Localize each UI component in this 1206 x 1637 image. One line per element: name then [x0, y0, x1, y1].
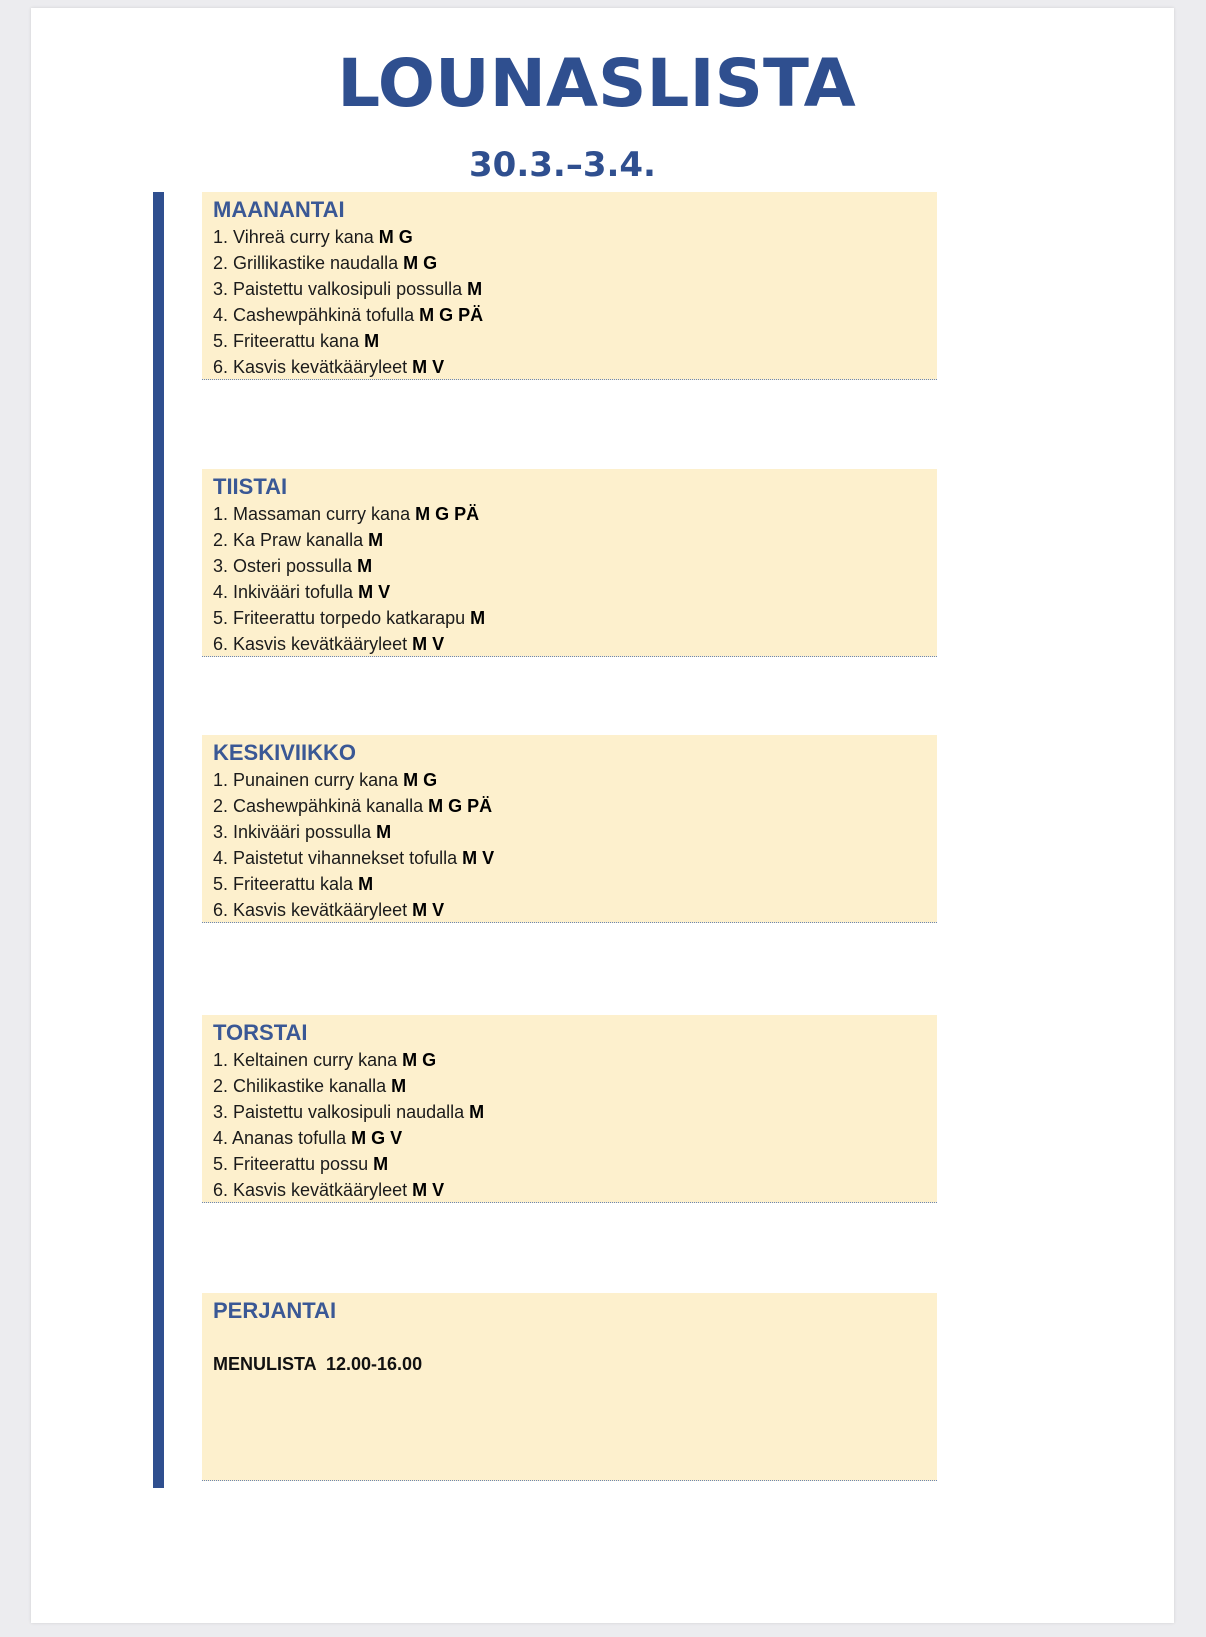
diet-tags: M V: [412, 634, 445, 654]
menu-item: [213, 1151, 937, 1177]
timeline-bar: [153, 192, 164, 1488]
menu-item: [213, 328, 937, 354]
dish-name: 5. Friteerattu kana: [213, 331, 360, 351]
friday-menu-hours: MENULISTA 12.00-16.00: [213, 1354, 423, 1374]
menu-item: [213, 553, 937, 579]
day-title: TIISTAI: [213, 474, 288, 499]
menu-item: [213, 845, 937, 871]
diet-tags: M V: [412, 357, 445, 377]
diet-tags: M G: [403, 770, 438, 790]
diet-tags: M V: [412, 900, 445, 920]
dish-name: 6. Kasvis kevätkääryleet: [213, 900, 408, 920]
menu-item: [213, 579, 937, 605]
menu-item: [213, 819, 937, 845]
menu-item: [213, 871, 937, 897]
menu-item: [213, 1099, 937, 1125]
diet-tags: M G PÄ: [428, 796, 493, 816]
diet-tags: M V: [358, 582, 391, 602]
menu-item: [213, 224, 937, 250]
menu-item: [213, 276, 937, 302]
diet-tags: M: [364, 331, 380, 351]
menu-item: [213, 897, 937, 923]
menu-item: [213, 250, 937, 276]
diet-tags: M G: [403, 253, 438, 273]
dish-name: 4. Paistetut vihannekset tofulla: [213, 848, 458, 868]
dish-name: 5. Friteerattu possu: [213, 1154, 369, 1174]
dish-name: 3. Inkivääri possulla: [213, 822, 372, 842]
menu-item: [213, 631, 937, 657]
dish-name: 2. Cashewpähkinä kanalla: [213, 796, 424, 816]
dish-name: 2. Grillikastike naudalla: [213, 253, 399, 273]
dish-name: 1. Keltainen curry kana: [213, 1050, 398, 1070]
dish-name: 3. Osteri possulla: [213, 556, 353, 576]
menu-item: [213, 1177, 937, 1203]
diet-tags: M: [391, 1076, 407, 1096]
day-title: PERJANTAI: [213, 1298, 337, 1323]
diet-tags: M: [469, 1102, 485, 1122]
diet-tags: M V: [462, 848, 495, 868]
menu-item: [213, 793, 937, 819]
diet-tags: M G: [378, 227, 413, 247]
dish-name: 4. Ananas tofulla: [213, 1128, 347, 1148]
dish-name: 6. Kasvis kevätkääryleet: [213, 1180, 408, 1200]
menu-item: [213, 1125, 937, 1151]
dish-name: 1. Massaman curry kana: [213, 504, 411, 524]
diet-tags: M V: [412, 1180, 445, 1200]
menu-item: [213, 354, 937, 380]
day-section-tuesday: [202, 469, 937, 657]
menu-item: [213, 527, 937, 553]
dish-name: 2. Ka Praw kanalla: [213, 530, 364, 550]
day-section-friday: [202, 1293, 937, 1481]
diet-tags: M G: [402, 1050, 437, 1070]
day-section-wednesday: [202, 735, 937, 923]
date-range: 30.3.–3.4.: [469, 145, 656, 185]
dish-name: 3. Paistettu valkosipuli naudalla: [213, 1102, 465, 1122]
dish-name: 6. Kasvis kevätkääryleet: [213, 357, 408, 377]
day-title: TORSTAI: [213, 1020, 308, 1045]
diet-tags: M: [357, 556, 373, 576]
day-section-thursday: [202, 1015, 937, 1203]
dish-name: 3. Paistettu valkosipuli possulla: [213, 279, 463, 299]
dish-name: 1. Punainen curry kana: [213, 770, 399, 790]
diet-tags: M G PÄ: [419, 305, 484, 325]
page-title: LOUNASLISTA: [337, 45, 856, 122]
dish-name: 2. Chilikastike kanalla: [213, 1076, 387, 1096]
diet-tags: M: [470, 608, 486, 628]
menu-item: [213, 1073, 937, 1099]
diet-tags: M: [358, 874, 374, 894]
diet-tags: M: [368, 530, 384, 550]
document-page: [31, 8, 1174, 1623]
menu-item: [213, 501, 937, 527]
diet-tags: M: [376, 822, 392, 842]
dish-name: 1. Vihreä curry kana: [213, 227, 374, 247]
menu-item: [213, 302, 937, 328]
dish-name: 5. Friteerattu torpedo katkarapu: [213, 608, 466, 628]
dish-name: 5. Friteerattu kala: [213, 874, 354, 894]
diet-tags: M: [467, 279, 483, 299]
diet-tags: M G PÄ: [415, 504, 480, 524]
menu-item: [213, 767, 937, 793]
menu-item: [213, 605, 937, 631]
menu-item: [213, 1047, 937, 1073]
dish-name: 4. Inkivääri tofulla: [213, 582, 354, 602]
diet-tags: M G V: [351, 1128, 403, 1148]
dish-name: 4. Cashewpähkinä tofulla: [213, 305, 415, 325]
day-title: KESKIVIIKKO: [213, 740, 357, 765]
day-section-monday: [202, 192, 937, 380]
day-title: MAANANTAI: [213, 197, 345, 222]
diet-tags: M: [373, 1154, 389, 1174]
dish-name: 6. Kasvis kevätkääryleet: [213, 634, 408, 654]
